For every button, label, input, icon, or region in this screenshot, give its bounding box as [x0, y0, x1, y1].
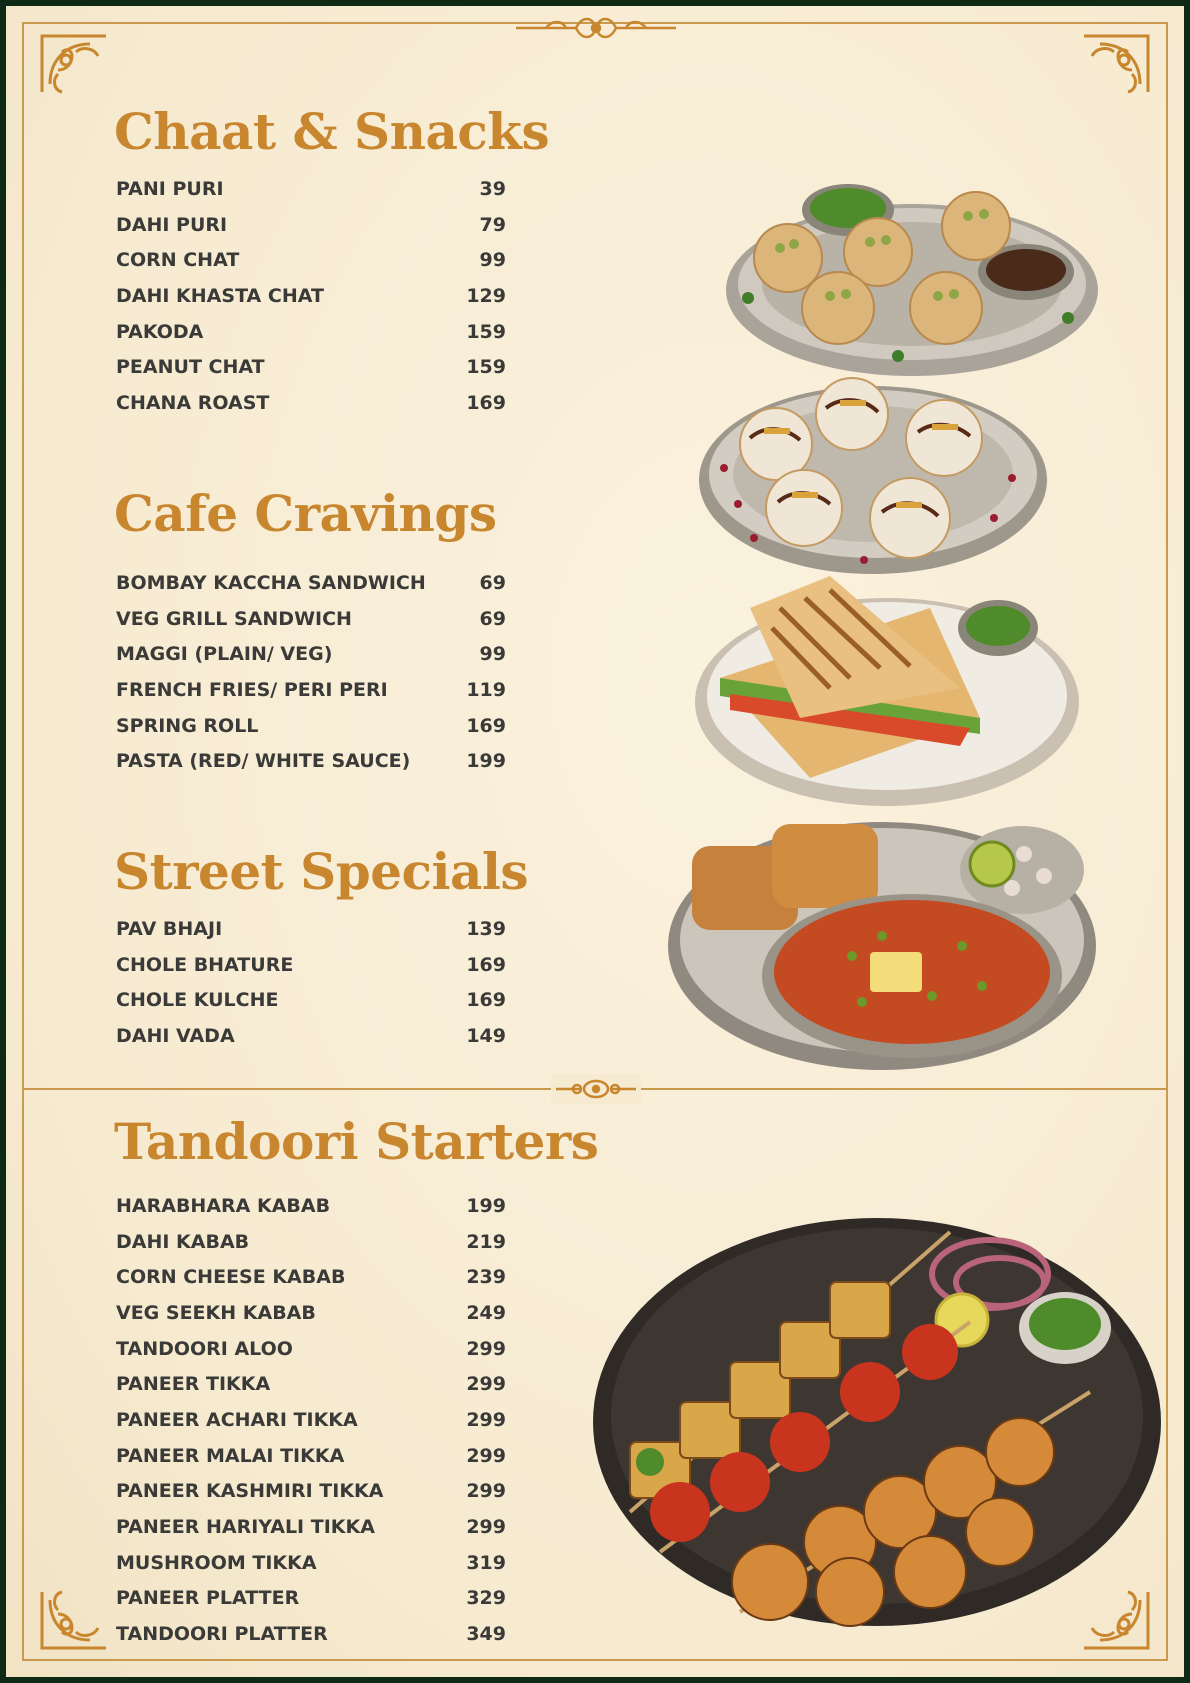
menu-item — [116, 911, 506, 947]
menu-item — [116, 1259, 506, 1295]
chaat-snacks-list — [116, 171, 506, 421]
dahi-puri-plate-image — [694, 368, 1052, 580]
item-price: 299 — [466, 1408, 506, 1431]
item-price: 169 — [466, 391, 506, 414]
section-title-cafe-cravings: Cafe Cravings — [114, 484, 497, 543]
item-name: PANEER KASHMIRI TIKKA — [116, 1480, 384, 1503]
item-price: 299 — [466, 1516, 506, 1539]
item-name: VEG GRILL SANDWICH — [116, 607, 352, 630]
section-title-street-specials: Street Specials — [114, 842, 529, 901]
item-name: TANDOORI ALOO — [116, 1337, 293, 1360]
item-name: PANEER ACHARI TIKKA — [116, 1408, 358, 1431]
menu-page — [6, 6, 1184, 1677]
item-price: 299 — [466, 1480, 506, 1503]
grilled-sandwich-plate-image — [690, 568, 1084, 810]
corner-flourish-icon — [36, 30, 112, 98]
menu-item — [116, 207, 506, 243]
menu-item — [116, 565, 506, 601]
item-price: 299 — [466, 1444, 506, 1467]
item-price: 319 — [466, 1551, 506, 1574]
menu-item — [116, 278, 506, 314]
menu-item — [116, 1331, 506, 1367]
menu-item — [116, 242, 506, 278]
item-name: HARABHARA KABAB — [116, 1194, 331, 1217]
menu-item — [116, 601, 506, 637]
menu-item — [116, 1509, 506, 1545]
menu-item — [116, 1366, 506, 1402]
item-name: MAGGI (PLAIN/ VEG) — [116, 643, 333, 666]
item-price: 169 — [466, 953, 506, 976]
item-price: 349 — [466, 1623, 506, 1646]
item-price: 199 — [466, 1194, 506, 1217]
menu-item — [116, 636, 506, 672]
item-price: 139 — [466, 917, 506, 940]
street-specials-list — [116, 911, 506, 1054]
menu-item — [116, 1616, 506, 1652]
item-name: PANEER HARIYALI TIKKA — [116, 1516, 375, 1539]
item-name: PANEER MALAI TIKKA — [116, 1444, 345, 1467]
divider-flourish-icon — [551, 1074, 641, 1104]
tandoori-platter-image — [590, 1212, 1164, 1628]
item-name: DAHI KABAB — [116, 1230, 250, 1253]
menu-item — [116, 1188, 506, 1224]
menu-item — [116, 947, 506, 983]
item-name: TANDOORI PLATTER — [116, 1623, 328, 1646]
menu-item — [116, 1018, 506, 1054]
item-price: 199 — [466, 750, 506, 773]
item-name: DAHI KHASTA CHAT — [116, 284, 324, 307]
pav-bhaji-plate-image — [662, 806, 1102, 1076]
cafe-cravings-list — [116, 565, 506, 779]
item-name: MUSHROOM TIKKA — [116, 1551, 317, 1574]
item-price: 159 — [466, 320, 506, 343]
item-price: 39 — [479, 177, 506, 200]
item-name: PANI PURI — [116, 177, 224, 200]
item-price: 79 — [479, 213, 506, 236]
menu-item — [116, 672, 506, 708]
item-name: PANEER PLATTER — [116, 1587, 300, 1610]
corner-flourish-icon — [36, 1586, 112, 1654]
item-price: 299 — [466, 1337, 506, 1360]
item-name: CORN CHEESE KABAB — [116, 1266, 346, 1289]
item-name: PAKODA — [116, 320, 204, 343]
menu-item — [116, 708, 506, 744]
menu-item — [116, 1474, 506, 1510]
tandoori-starters-list — [116, 1188, 506, 1652]
item-name: CHANA ROAST — [116, 391, 270, 414]
item-price: 149 — [466, 1024, 506, 1047]
item-price: 99 — [479, 643, 506, 666]
item-price: 249 — [466, 1301, 506, 1324]
item-name: CHOLE KULCHE — [116, 989, 279, 1012]
menu-item — [116, 743, 506, 779]
menu-item — [116, 349, 506, 385]
item-name: PASTA (RED/ WHITE SAUCE) — [116, 750, 411, 773]
menu-item — [116, 1295, 506, 1331]
menu-item — [116, 171, 506, 207]
item-price: 219 — [466, 1230, 506, 1253]
item-price: 99 — [479, 249, 506, 272]
item-name: PAV BHAJI — [116, 917, 223, 940]
item-name: VEG SEEKH KABAB — [116, 1301, 316, 1324]
item-name: DAHI VADA — [116, 1024, 235, 1047]
menu-item — [116, 314, 506, 350]
item-price: 159 — [466, 356, 506, 379]
item-price: 129 — [466, 284, 506, 307]
item-name: FRENCH FRIES/ PERI PERI — [116, 678, 388, 701]
section-title-tandoori-starters: Tandoori Starters — [114, 1112, 599, 1171]
item-price: 69 — [479, 607, 506, 630]
corner-flourish-icon — [1078, 30, 1154, 98]
item-price: 329 — [466, 1587, 506, 1610]
item-name: DAHI PURI — [116, 213, 228, 236]
pani-puri-plate-image — [718, 178, 1106, 382]
item-price: 69 — [479, 571, 506, 594]
menu-item — [116, 982, 506, 1018]
section-title-chaat-snacks: Chaat & Snacks — [114, 102, 550, 161]
menu-item — [116, 1224, 506, 1260]
item-name: CORN CHAT — [116, 249, 240, 272]
menu-item — [116, 1581, 506, 1617]
item-name: BOMBAY KACCHA SANDWICH — [116, 571, 426, 594]
menu-item — [116, 1438, 506, 1474]
menu-item — [116, 385, 506, 421]
item-price: 239 — [466, 1266, 506, 1289]
item-name: PEANUT CHAT — [116, 356, 265, 379]
item-price: 299 — [466, 1373, 506, 1396]
item-price: 169 — [466, 989, 506, 1012]
item-price: 169 — [466, 714, 506, 737]
item-name: PANEER TIKKA — [116, 1373, 271, 1396]
menu-item — [116, 1545, 506, 1581]
item-name: SPRING ROLL — [116, 714, 259, 737]
item-name: CHOLE BHATURE — [116, 953, 294, 976]
menu-item — [116, 1402, 506, 1438]
top-center-flourish-icon — [506, 10, 686, 46]
item-price: 119 — [466, 678, 506, 701]
